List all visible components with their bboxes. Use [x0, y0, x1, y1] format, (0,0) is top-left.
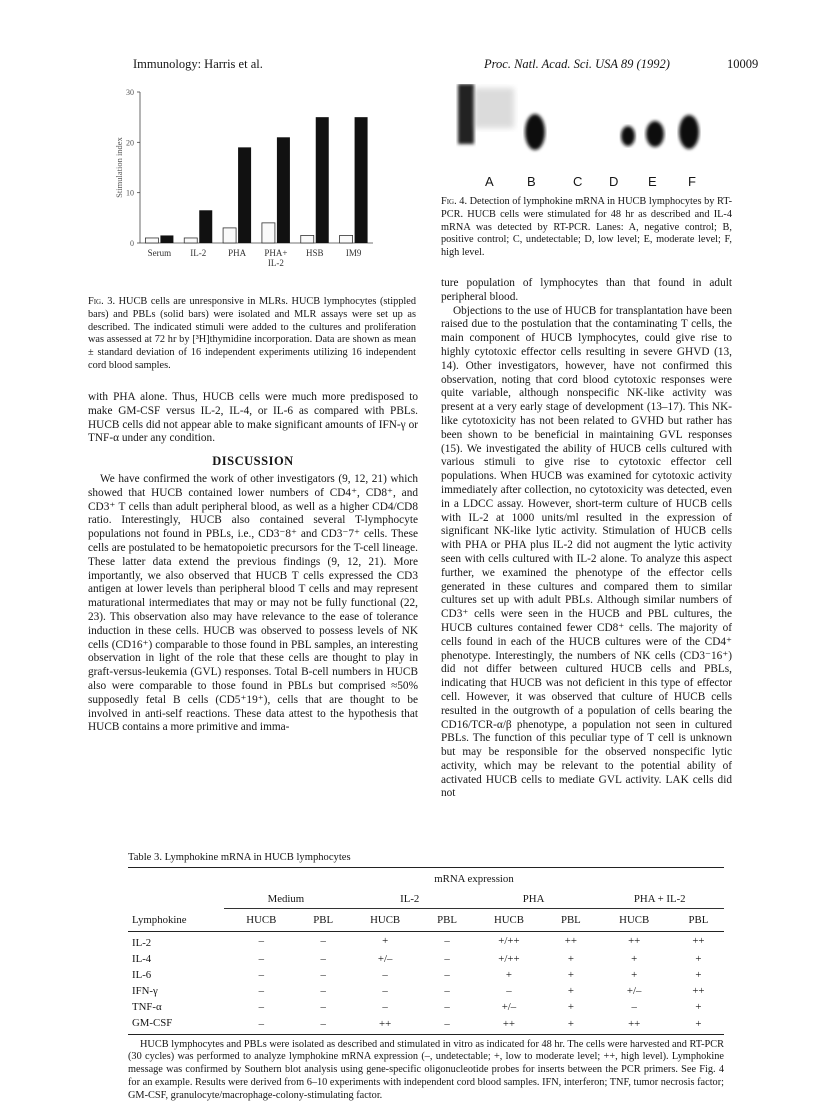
table-cell: –	[422, 931, 471, 951]
table-cell: –	[224, 999, 299, 1015]
fig3-caption-text: HUCB cells are unresponsive in MLRs. HUCB lymphocytes (stippled bars) and PBLs (solid bars) were isolated and MLR assays were set up as described. The indicated stimuli were added to the cultures and proliferation was assessed at 72 hr by [³H]thymidine incorporation. Data are shown as mean ± standard deviation of 16 independent experiments utilizing 16 independent cord blood samples.	[88, 296, 416, 371]
table-cell: –	[348, 999, 423, 1015]
y-tick-label: 10	[126, 189, 134, 198]
table-cell: ++	[673, 983, 724, 999]
bar-hucb	[145, 238, 158, 243]
right-para-1: ture population of lymphocytes than that found in adult peripheral blood.	[441, 277, 732, 305]
table-cell: +	[472, 967, 547, 983]
table-group-pha: PHA	[472, 889, 596, 909]
lane-a-smear	[474, 88, 514, 128]
table-row	[128, 983, 724, 999]
table-row	[128, 967, 724, 983]
table-group-medium: Medium	[224, 889, 348, 909]
table-cell: –	[348, 983, 423, 999]
table-cell: –	[299, 951, 348, 967]
bar-hucb	[184, 238, 197, 243]
table-cell: –	[422, 1015, 471, 1035]
fig3-bars	[145, 117, 367, 243]
table-cell: –	[299, 1015, 348, 1035]
table-subheader: PBL	[673, 909, 724, 932]
table-cell: ++	[595, 931, 672, 951]
table-cell: –	[472, 983, 547, 999]
bar-hucb	[262, 223, 275, 243]
lane-d-band	[621, 126, 635, 146]
table-subheader: PBL	[422, 909, 471, 932]
lane-e-band	[646, 121, 664, 147]
fig3-caption-label: Fig. 3.	[88, 296, 115, 307]
table-cell: –	[299, 999, 348, 1015]
table-cell: +	[348, 931, 423, 951]
table-subheader: HUCB	[348, 909, 423, 932]
table-cell: –	[422, 999, 471, 1015]
x-category-label	[346, 248, 362, 258]
bar-pbl	[238, 147, 251, 243]
table-3-body	[128, 931, 724, 1034]
table-cell: –	[422, 967, 471, 983]
table-cell: –	[224, 951, 299, 967]
table-cell: ++	[546, 931, 595, 951]
x-category-label	[228, 248, 247, 258]
table-cell: ++	[673, 931, 724, 951]
x-category-label-line: IL-2	[268, 258, 284, 268]
y-tick-label: 0	[130, 239, 134, 248]
bar-hucb	[223, 228, 236, 243]
table-row	[128, 1015, 724, 1035]
table-cell: –	[299, 967, 348, 983]
table-cell: +	[673, 951, 724, 967]
table-row-label: IL-4	[128, 951, 224, 967]
discussion-heading: DISCUSSION	[88, 455, 418, 469]
table-row-label: GM-CSF	[128, 1015, 224, 1035]
table-row-label: IL-2	[128, 931, 224, 951]
x-category-label-line: HSB	[306, 248, 324, 258]
table-cell: +	[673, 1015, 724, 1035]
x-category-label-line: PHA+	[264, 248, 287, 258]
lane-f-band	[679, 115, 699, 149]
lane-label-f: F	[688, 174, 696, 189]
table-cell: +/++	[472, 951, 547, 967]
table-3-title: Table 3. Lymphokine mRNA in HUCB lymphocytes	[128, 852, 724, 863]
fig4-caption-text: Detection of lymphokine mRNA in HUCB lymphocytes by RT-PCR. HUCB cells were stimulated for 48 hr as described and IL-4 mRNA was detected by RT-PCR. Lanes: A, negative control; B, positive control; C, undetectable; D, low level; E, moderate level; F, high level.	[441, 196, 732, 258]
table-3	[128, 852, 724, 1102]
table-row-label: IFN-γ	[128, 983, 224, 999]
bar-pbl	[355, 117, 368, 243]
lane-label-c: C	[573, 174, 582, 189]
bar-hucb	[340, 235, 353, 243]
fig4-gel-bands	[452, 84, 720, 176]
table-cell: +/++	[472, 931, 547, 951]
table-cell: –	[422, 951, 471, 967]
fig4-lane-labels	[452, 174, 720, 190]
table-cell: –	[299, 931, 348, 951]
bar-hucb	[301, 235, 314, 243]
table-cell: +	[673, 967, 724, 983]
table-cell: +/–	[472, 999, 547, 1015]
bar-pbl	[160, 235, 173, 243]
x-category-label	[306, 248, 324, 258]
table-cell: +	[595, 967, 672, 983]
bar-pbl	[277, 137, 290, 243]
table-row-label: IL-6	[128, 967, 224, 983]
fig4-caption-label: Fig. 4.	[441, 196, 467, 207]
x-category-label	[264, 248, 287, 268]
table-cell: –	[224, 967, 299, 983]
running-header-left: Immunology: Harris et al.	[133, 57, 263, 72]
lane-label-a: A	[485, 174, 494, 189]
table-subheader: HUCB	[224, 909, 299, 932]
table-3-grid	[128, 867, 724, 1035]
x-category-label	[190, 248, 206, 258]
right-para-2: Objections to the use of HUCB for transplantation have been raised due to the postulation that the contaminating T cells, the main component of HUCB lymphocytes, could give rise to highly cytotoxic effector cells resulting in severe GHVD (13, 14). Other investigators, however, have not confirmed this observation, noting that cord blood cytotoxic responses were quite variable, although nonspecific NK-like activity was present at a very early stage of development (13–17). This NK-like cytotoxicity has not been related to GVHD but rather has been shown to be beneficial in maintaining GVL responses (15). We investigated the ability of HUCB cells cultured with various stimuli to give rise to cytotoxic effector cell populations. When HUCB was examined for cytotoxic activity immediately after collection, no cytotoxicity was detected, even in a LDCC assay. However, short-term culture of HUCB cells with IL-2 at 1000 units/ml resulted in the expression of significant NK-like lytic activity. Stimulation of HUCB cells with PHA or PHA plus IL-2 did not augment the lytic activity seen with cells cultured with IL-2 alone. To analyze this aspect further, we examined the phenotype of the effector cells generated in these cultures and compared them to similar cultures set up with adult PBLs. Although similar numbers of CD3⁺ cells were seen in the HUCB and PBL cultures, the HUCB cultures contained fewer CD8⁺ cells. The majority of cells found in each of the HUCB cultures were of the CD4⁺ phenotype. Interestingly, the numbers of NK cells (CD3⁻16⁺) did not differ between cultured HUCB cells and PBLs, indicating that HUCB was not deficient in this type of effector cell. However, it was observed that culture of HUCB cells resulted in the outgrowth of a population of cells bearing the CD16/TCR-α/β phenotype, a population not seen in cultured PBLs. The function of this peculiar type of T cell is unknown but may be responsible for the observed nonspecific lytic activity, which may be relevant to the potential ability of activated HUCB cells to mediate GVL activity. LAK cells did not	[441, 305, 732, 802]
left-column-text	[88, 391, 418, 735]
table-cell: +	[546, 999, 595, 1015]
table-cell: –	[224, 983, 299, 999]
table-subheader: HUCB	[595, 909, 672, 932]
fig3-bar-chart	[108, 80, 408, 270]
table-cell: +	[546, 983, 595, 999]
x-category-label-line: IL-2	[190, 248, 206, 258]
table-cell: +	[546, 1015, 595, 1035]
table-cell: +	[673, 999, 724, 1015]
bar-pbl	[199, 210, 212, 243]
table-cell: +/–	[348, 951, 423, 967]
table-row	[128, 999, 724, 1015]
table-group-pha-il2: PHA + IL-2	[595, 889, 724, 909]
table-subheader: HUCB	[472, 909, 547, 932]
left-para-1: with PHA alone. Thus, HUCB cells were much more predisposed to make GM-CSF versus IL-2, IL-4, or IL-6 as compared with PBLs. HUCB cells did not appear able to make significant amounts of IFN-γ or TNF-α under any condition.	[88, 391, 418, 446]
fig4-caption	[441, 196, 732, 260]
table-header-empty-2	[128, 889, 224, 909]
table-cell: –	[348, 967, 423, 983]
right-column-text	[441, 277, 732, 801]
table-subheader: PBL	[299, 909, 348, 932]
fig4-gel-image	[452, 84, 720, 176]
fig3-caption	[88, 296, 416, 373]
lane-label-e: E	[648, 174, 657, 189]
table-cell: –	[299, 983, 348, 999]
table-cell: ++	[595, 1015, 672, 1035]
x-category-label-line: IM9	[346, 248, 362, 258]
fig3-category-labels	[148, 248, 362, 268]
table-group-il2: IL-2	[348, 889, 472, 909]
lane-b-band	[525, 114, 545, 150]
lane-label-d: D	[609, 174, 618, 189]
table-row-label: TNF-α	[128, 999, 224, 1015]
table-cell: +	[546, 951, 595, 967]
table-cell: +	[546, 967, 595, 983]
left-para-2: We have confirmed the work of other investigators (9, 12, 21) which showed that HUCB contained lower numbers of CD4⁺, CD8⁺, and CD3⁺ T cells than adult peripheral blood, as well as a higher CD4/CD8 ratio. Interestingly, HUCB also contained several T-lymphocyte populations not found in PBLs, i.e., CD3⁻8⁺ and CD3⁻7⁺ cells. These cells are postulated to be hematopoietic precursors for the T-cell lineage. These latter data extend the previous findings (9, 12, 21). More importantly, we also observed that HUCB T cells expressed the CD3 antigen at lower levels than peripheral blood T cells and may represent maturational intermediates that may or may not be fully functional (22, 23). This observation also may have relevance to the ease of tolerance induction in these cells. HUCB was observed to possess levels of NK cells (CD16⁺) comparable to those found in PBL samples, an interesting observation in light of the role that these cells are thought to play in graft-versus-leukemia (GVL) responses. Total B-cell numbers in HUCB also were comparable to those found in PBLs but comprised ≈50% supposedly fetal B cells (CD5⁺19⁺), cells that are thought to be involved in anti-self reactions. These data attest to the hypothesis that HUCB contains a more primitive and imma-	[88, 473, 418, 735]
table-span-header: mRNA expression	[224, 868, 724, 890]
table-3-footnote: HUCB lymphocytes and PBLs were isolated as described and stimulated in vitro as indicated for 48 hr. The cells were harvested and RT-PCR (30 cycles) was performed to analyze lymphokine mRNA expression (–, undetectable; +, low to moderate level; ++, high level). Lymphokine message was confirmed by Southern blot analysis using gene-specific oligonucleotide probes for inserts between the PCR primers. See Fig. 4 for an example. Results were derived from 6–10 experiments with independent cord blood samples. IFN, interferon; TNF, tumor necrosis factor; GM-CSF, granulocyte/macrophage-colony-stimulating factor.	[128, 1039, 724, 1102]
x-category-label-line: PHA	[228, 248, 247, 258]
page-number: 10009	[727, 57, 758, 72]
table-cell: ++	[348, 1015, 423, 1035]
lane-label-b: B	[527, 174, 536, 189]
table-cell: ++	[472, 1015, 547, 1035]
y-tick-label: 20	[126, 138, 134, 147]
table-row	[128, 931, 724, 951]
table-row	[128, 951, 724, 967]
x-category-label-line: Serum	[148, 248, 172, 258]
y-tick-label: 30	[126, 88, 134, 97]
table-cell: –	[224, 1015, 299, 1035]
x-category-label	[148, 248, 172, 258]
table-subheader: PBL	[546, 909, 595, 932]
bar-pbl	[316, 117, 329, 243]
table-cell: +	[595, 951, 672, 967]
table-cell: –	[224, 931, 299, 951]
table-cell: –	[422, 983, 471, 999]
table-cell: –	[595, 999, 672, 1015]
running-header-journal: Proc. Natl. Acad. Sci. USA 89 (1992)	[484, 57, 670, 72]
table-row-header: Lymphokine	[128, 909, 224, 932]
y-axis-label: Stimulation index	[114, 136, 124, 197]
table-header-empty	[128, 868, 224, 890]
lane-a-band	[458, 84, 474, 144]
table-cell: +/–	[595, 983, 672, 999]
